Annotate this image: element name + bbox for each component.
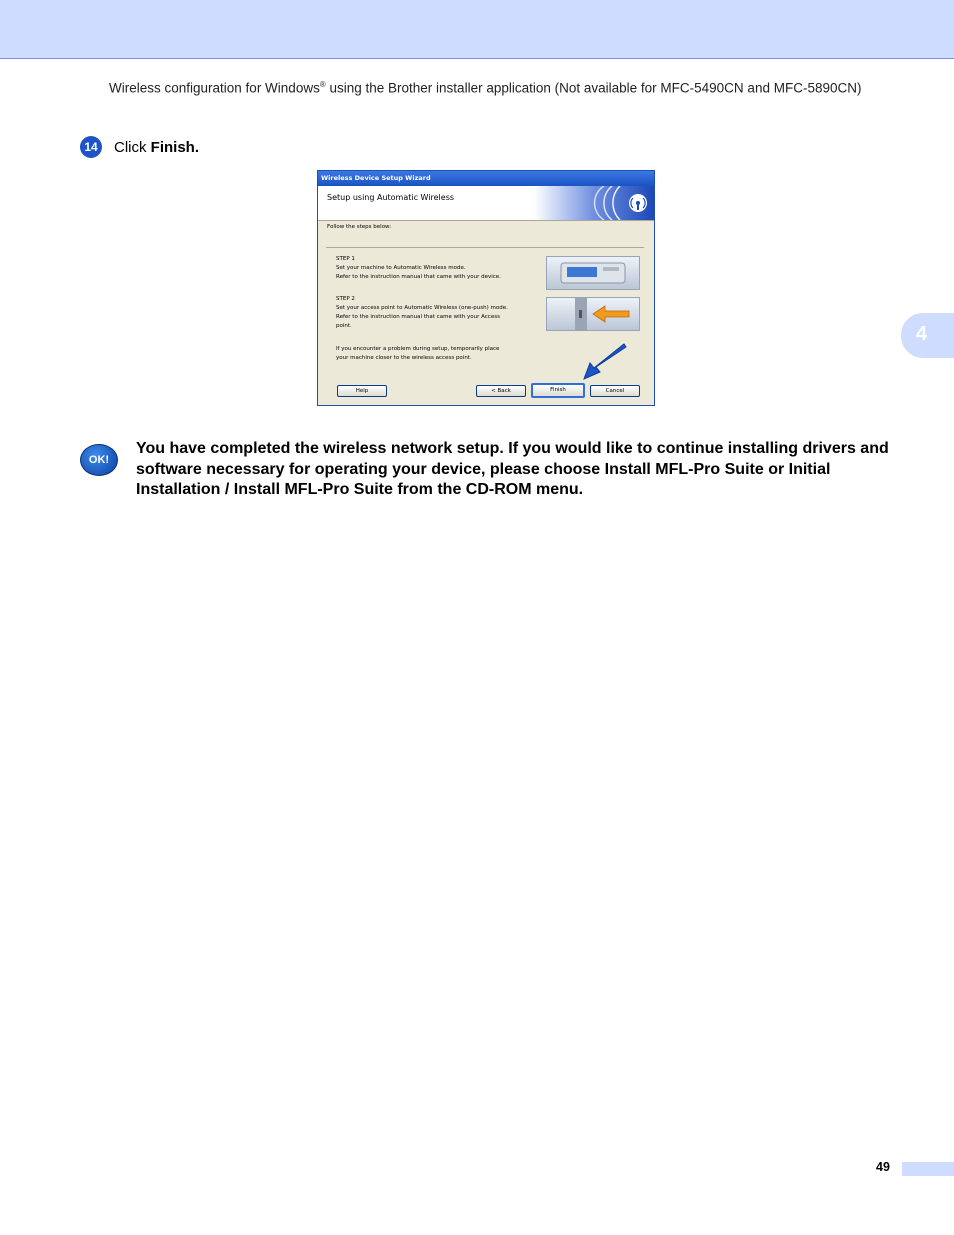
finish-button[interactable]: Finish bbox=[531, 383, 585, 398]
header-title-text: Wireless configuration for Windows bbox=[109, 80, 320, 96]
note-line1: If you encounter a problem during setup, temporarily place bbox=[336, 346, 500, 352]
footer-bar bbox=[902, 1162, 954, 1176]
help-button[interactable]: Help bbox=[337, 385, 387, 397]
step2-line3: point. bbox=[336, 323, 352, 329]
step-text-bold: Finish bbox=[150, 138, 195, 156]
chapter-number: 4 bbox=[916, 323, 928, 345]
wireless-waves-icon bbox=[534, 186, 654, 220]
note-line2: your machine closer to the wireless access point. bbox=[336, 355, 472, 361]
chapter-tab bbox=[901, 313, 954, 358]
wizard-banner-title: Setup using Automatic Wireless bbox=[327, 193, 455, 202]
wizard-banner bbox=[318, 186, 654, 221]
arrow-left-icon bbox=[547, 298, 639, 330]
step-14 bbox=[80, 136, 199, 158]
step-text-suffix: . bbox=[194, 138, 200, 156]
pointer-arrow-icon bbox=[580, 343, 630, 383]
cancel-button[interactable]: Cancel bbox=[590, 385, 640, 397]
step1-line2: Refer to the instruction manual that came with your device. bbox=[336, 274, 501, 280]
completion-message: You have completed the wireless network setup. If you would like to continue installing drivers and software necessary for operating your device, please choose Install MFL-Pro Suite or Initial Installation / Install MFL-Pro Suite from the CD-ROM menu. bbox=[136, 440, 889, 498]
step2-line1: Set your access point to Automatic Wireless (one-push) mode. bbox=[336, 305, 508, 311]
running-header bbox=[109, 80, 861, 96]
registered-mark: ® bbox=[319, 80, 326, 89]
access-point-image bbox=[546, 297, 640, 331]
wizard-intro: Follow the steps below: bbox=[327, 224, 392, 230]
step-instruction bbox=[114, 139, 199, 156]
header-band bbox=[0, 0, 954, 59]
step2-line2: Refer to the instruction manual that came with your Access bbox=[336, 314, 500, 320]
header-title-rest: using the Brother installer application (Not available for MFC-5490CN and MFC-5890CN) bbox=[325, 80, 862, 96]
step-text-prefix: Click bbox=[114, 138, 151, 156]
wizard-divider bbox=[326, 247, 644, 248]
step2-heading: STEP 2 bbox=[336, 296, 355, 302]
step1-heading: STEP 1 bbox=[336, 256, 355, 262]
step1-line1: Set your machine to Automatic Wireless mode. bbox=[336, 265, 466, 271]
printer-icon bbox=[547, 257, 639, 289]
wizard-title-bar: Wireless Device Setup Wizard bbox=[318, 171, 654, 186]
page-number: 49 bbox=[876, 1160, 890, 1174]
step-number-icon: 14 bbox=[80, 136, 102, 158]
ok-icon: OK! bbox=[80, 444, 118, 476]
machine-image bbox=[546, 256, 640, 290]
back-button[interactable]: < Back bbox=[476, 385, 526, 397]
